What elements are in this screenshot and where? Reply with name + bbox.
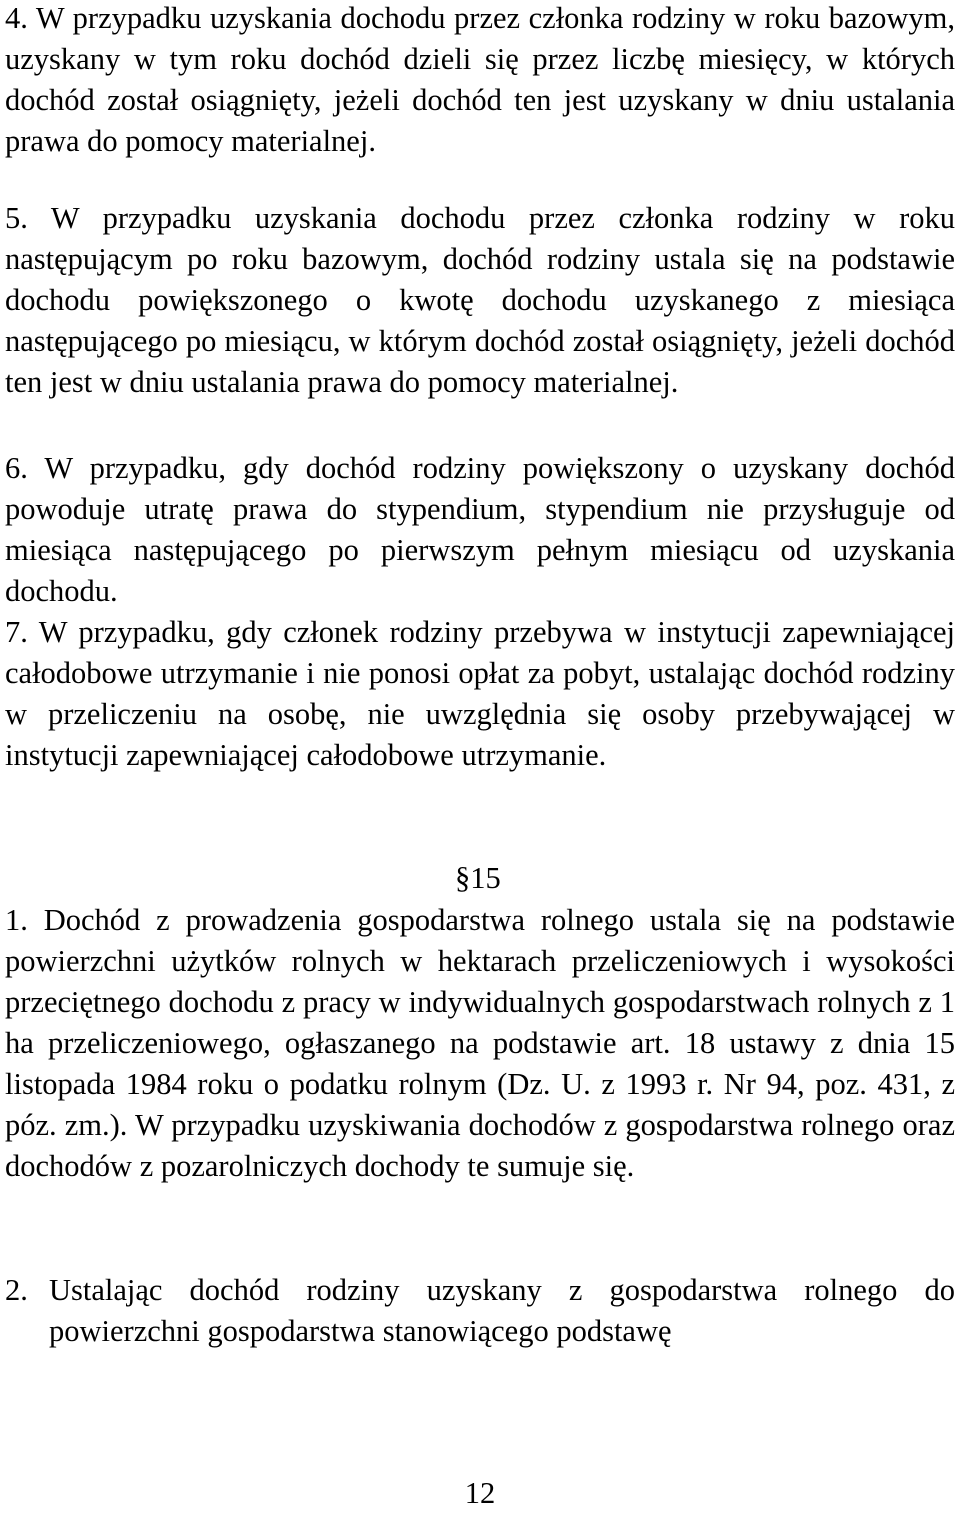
paragraph-5: 5. W przypadku uzyskania dochodu przez członka rodziny w roku następującym po roku bazowym, dochód rodziny ustala się na podstawie dochodu powiększonego o kwotę dochodu uzyskanego z miesiąca następującego po miesiącu, w którym dochód został osiągnięty, jeżeli dochód ten jest w dniu ustalania prawa do pomocy materialnej. bbox=[5, 201, 955, 399]
section-paragraph-2-number: 2. bbox=[5, 1273, 28, 1307]
section-paragraph-1: 1. Dochód z prowadzenia gospodarstwa rolnego ustala się na podstawie powierzchni użytków rolnych w hektarach przeliczeniowych i wysokości przeciętnego dochodu z pracy w indywidualnych gospodarstwach rolnych z 1 ha przeliczeniowego, ogłaszanego na podstawie art. 18 ustawy z dnia 15 listopada 1984 roku o podatku rolnym (Dz. U. z 1993 r. Nr 94, poz. 431, z póz. zm.). W przypadku uzyskiwania dochodów z gospodarstwa rolnego oraz dochodów z pozarolniczych dochody te sumuje się. bbox=[5, 903, 955, 1183]
section-heading: §15 bbox=[455, 861, 501, 895]
paragraph-7: 7. W przypadku, gdy członek rodziny przebywa w instytucji zapewniającej całodobowe utrzymanie i nie ponosi opłat za pobyt, ustalając dochód rodziny w przeliczeniu na osobę, nie uwzględnia się osoby przebywającej w instytucji zapewniającej całodobowe utrzymanie. bbox=[5, 615, 955, 772]
paragraph-6: 6. W przypadku, gdy dochód rodziny powiększony o uzyskany dochód powoduje utratę prawa do stypendium, stypendium nie przysługuje od miesiąca następującego po pierwszym pełnym miesiącu od uzyskania dochodu. bbox=[5, 451, 955, 608]
section-paragraph-2-text: Ustalając dochód rodziny uzyskany z gospodarstwa rolnego do powierzchni gospodarstwa stanowiącego podstawę bbox=[49, 1273, 955, 1348]
page-number: 12 bbox=[464, 1476, 496, 1510]
paragraph-4: 4. W przypadku uzyskania dochodu przez członka rodziny w roku bazowym, uzyskany w tym roku dochód dzieli się przez liczbę miesięcy, w których dochód został osiągnięty, jeżeli dochód ten jest uzyskany w dniu ustalania prawa do pomocy materialnej. bbox=[5, 1, 955, 158]
section-paragraph-2 bbox=[5, 1270, 955, 1352]
